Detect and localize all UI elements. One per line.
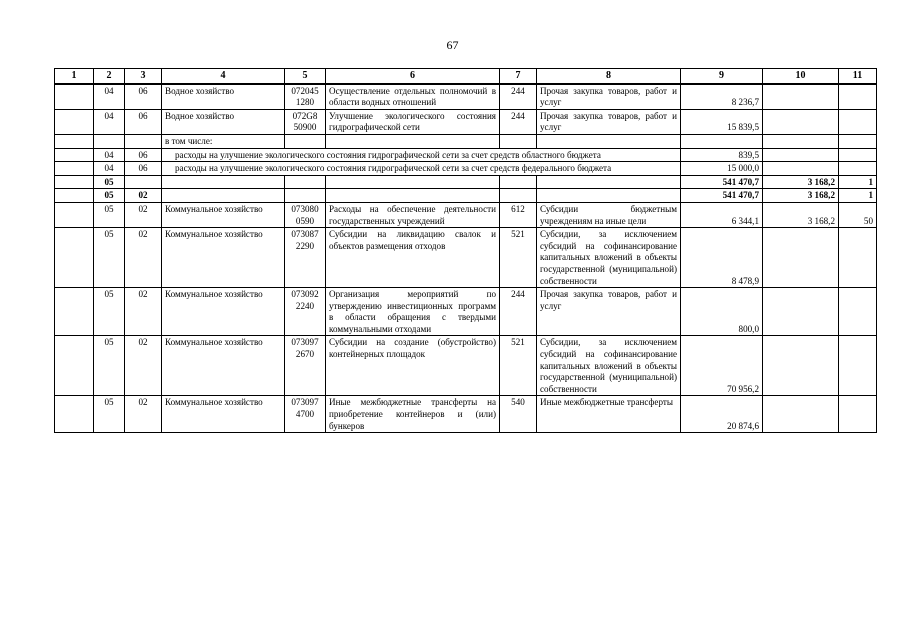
header-cell: 3 <box>125 69 162 84</box>
amount-col-10 <box>763 228 839 288</box>
amount-col-11 <box>839 84 877 110</box>
col-7-cell <box>500 189 537 203</box>
target-article-code: 073092 2240 <box>285 288 326 336</box>
total-row <box>55 175 877 189</box>
header-cell: 9 <box>681 69 763 84</box>
col-11-cell <box>839 162 877 176</box>
col-6-cell <box>326 175 500 189</box>
col-6-cell <box>326 189 500 203</box>
amount-col-9: 15 839,5 <box>681 109 763 134</box>
col-7-cell <box>500 134 537 148</box>
section-code: 04 <box>94 162 125 176</box>
subsection-name: Коммунальное хозяйство <box>162 202 285 227</box>
subsection-code: 02 <box>125 396 162 433</box>
total-row <box>55 189 877 203</box>
amount-col-11 <box>839 228 877 288</box>
section-code: 04 <box>94 109 125 134</box>
col-5-cell <box>285 175 326 189</box>
col-6-cell <box>326 134 500 148</box>
subsection-code: 02 <box>125 228 162 288</box>
amount-col-9: 8 236,7 <box>681 84 763 110</box>
total-amount-col-10: 3 168,2 <box>763 189 839 203</box>
amount-col-11 <box>839 336 877 396</box>
expense-type-code: 244 <box>500 109 537 134</box>
amount-col-9: 70 956,2 <box>681 336 763 396</box>
subsection-code: 06 <box>125 162 162 176</box>
amount-col-10 <box>763 109 839 134</box>
section-code: 04 <box>94 84 125 110</box>
header-cell: 8 <box>537 69 681 84</box>
target-article-code: 073097 2670 <box>285 336 326 396</box>
col-4-cell <box>162 175 285 189</box>
header-cell: 6 <box>326 69 500 84</box>
target-article-code: 072G8 50900 <box>285 109 326 134</box>
subsection-code: 02 <box>125 202 162 227</box>
target-article-code: 073087 2290 <box>285 228 326 288</box>
col-1-cell <box>55 336 94 396</box>
header-cell: 2 <box>94 69 125 84</box>
total-amount-col-9: 541 470,7 <box>681 189 763 203</box>
target-article-code: 073080 0590 <box>285 202 326 227</box>
header-cell: 5 <box>285 69 326 84</box>
amount-col-10 <box>763 288 839 336</box>
amount-col-9: 8 478,9 <box>681 228 763 288</box>
expense-detail-text: расходы на улучшение экологического состояния гидрографической сети за счет средств областного бюджета <box>162 148 681 162</box>
amount-col-10: 3 168,2 <box>763 202 839 227</box>
subsection-code: 06 <box>125 84 162 110</box>
expense-type-code: 521 <box>500 336 537 396</box>
col-4-cell <box>162 189 285 203</box>
section-code: 05 <box>94 175 125 189</box>
col-2-cell <box>94 134 125 148</box>
expense-type-name: Субсидии, за исключением субсидий на софинансирование капитальных вложений в объекты государственной (муниципальной) собственности <box>537 228 681 288</box>
header-cell: 4 <box>162 69 285 84</box>
table-row <box>55 288 877 336</box>
subsection-code: 06 <box>125 109 162 134</box>
expense-description: Субсидии на создание (обустройство) контейнерных площадок <box>326 336 500 396</box>
expense-type-name: Иные межбюджетные трансферты <box>537 396 681 433</box>
subsection-code <box>125 175 162 189</box>
table-row <box>55 134 877 148</box>
col-3-cell <box>125 134 162 148</box>
amount-col-10 <box>763 84 839 110</box>
header-row <box>55 69 877 84</box>
col-8-cell <box>537 175 681 189</box>
amount-col-9: 800,0 <box>681 288 763 336</box>
expense-type-code: 521 <box>500 228 537 288</box>
subsection-code: 06 <box>125 148 162 162</box>
section-code: 04 <box>94 148 125 162</box>
col-1-cell <box>55 134 94 148</box>
amount-col-9: 839,5 <box>681 148 763 162</box>
expense-description: Расходы на обеспечение деятельности государственных учреждений <box>326 202 500 227</box>
table-row <box>55 162 877 176</box>
header-cell: 1 <box>55 69 94 84</box>
col-1-cell <box>55 162 94 176</box>
col-5-cell <box>285 134 326 148</box>
expense-type-name: Прочая закупка товаров, работ и услуг <box>537 84 681 110</box>
table-row <box>55 84 877 110</box>
section-code: 05 <box>94 189 125 203</box>
target-article-code: 072045 1280 <box>285 84 326 110</box>
amount-col-11: 50 <box>839 202 877 227</box>
total-amount-col-10: 3 168,2 <box>763 175 839 189</box>
expense-type-code: 540 <box>500 396 537 433</box>
col-1-cell <box>55 109 94 134</box>
col-1-cell <box>55 175 94 189</box>
col-1-cell <box>55 228 94 288</box>
subsection-name: Коммунальное хозяйство <box>162 228 285 288</box>
budget-table <box>54 68 877 433</box>
section-code: 05 <box>94 202 125 227</box>
amount-col-11 <box>839 396 877 433</box>
expense-type-name: Прочая закупка товаров, работ и услуг <box>537 109 681 134</box>
amount-col-9: 20 874,6 <box>681 396 763 433</box>
header-cell: 7 <box>500 69 537 84</box>
expense-detail-text: расходы на улучшение экологического состояния гидрографической сети за счет средств федерального бюджета <box>162 162 681 176</box>
expense-description: Осуществление отдельных полномочий в области водных отношений <box>326 84 500 110</box>
amount-col-9: 15 000,0 <box>681 162 763 176</box>
total-amount-col-11: 1 <box>839 189 877 203</box>
col-1-cell <box>55 84 94 110</box>
subsection-name: Коммунальное хозяйство <box>162 396 285 433</box>
col-10-cell <box>763 162 839 176</box>
amount-col-11 <box>839 109 877 134</box>
amount-col-11 <box>839 288 877 336</box>
col-10-cell <box>763 134 839 148</box>
col-10-cell <box>763 148 839 162</box>
col-5-cell <box>285 189 326 203</box>
col-8-cell <box>537 189 681 203</box>
col-11-cell <box>839 134 877 148</box>
expense-description: Иные межбюджетные трансферты на приобретение контейнеров и (или) бункеров <box>326 396 500 433</box>
amount-col-10 <box>763 336 839 396</box>
col-11-cell <box>839 148 877 162</box>
subsection-name: Коммунальное хозяйство <box>162 336 285 396</box>
expense-description: Субсидии на ликвидацию свалок и объектов размещения отходов <box>326 228 500 288</box>
header-cell: 11 <box>839 69 877 84</box>
target-article-code: 073097 4700 <box>285 396 326 433</box>
table-row <box>55 148 877 162</box>
expense-description: Организация мероприятий по утверждению инвестиционных программ в области обращения с твердыми коммунальными отходами <box>326 288 500 336</box>
col-7-cell <box>500 175 537 189</box>
section-code: 05 <box>94 288 125 336</box>
subsection-code: 02 <box>125 189 162 203</box>
table-row <box>55 202 877 227</box>
expense-type-code: 612 <box>500 202 537 227</box>
expense-type-name: Субсидии, за исключением субсидий на софинансирование капитальных вложений в объекты государственной (муниципальной) собственности <box>537 336 681 396</box>
subsection-name: Коммунальное хозяйство <box>162 288 285 336</box>
table-row <box>55 109 877 134</box>
total-amount-col-11: 1 <box>839 175 877 189</box>
expense-description: Улучшение экологического состояния гидрографической сети <box>326 109 500 134</box>
col-8-cell <box>537 134 681 148</box>
total-amount-col-9: 541 470,7 <box>681 175 763 189</box>
header-cell: 10 <box>763 69 839 84</box>
col-9-cell <box>681 134 763 148</box>
expense-type-name: Субсидии бюджетным учреждениям на иные цели <box>537 202 681 227</box>
col-1-cell <box>55 189 94 203</box>
subsection-name: Водное хозяйство <box>162 84 285 110</box>
subsection-code: 02 <box>125 288 162 336</box>
table-row <box>55 396 877 433</box>
col-1-cell <box>55 288 94 336</box>
col-1-cell <box>55 148 94 162</box>
section-code: 05 <box>94 396 125 433</box>
amount-col-10 <box>763 396 839 433</box>
expense-type-code: 244 <box>500 84 537 110</box>
expense-type-code: 244 <box>500 288 537 336</box>
page-number: 67 <box>446 38 459 52</box>
subsection-code: 02 <box>125 336 162 396</box>
including-label: в том числе: <box>162 134 285 148</box>
table-row <box>55 336 877 396</box>
table-row <box>55 228 877 288</box>
col-1-cell <box>55 202 94 227</box>
section-code: 05 <box>94 228 125 288</box>
expense-type-name: Прочая закупка товаров, работ и услуг <box>537 288 681 336</box>
subsection-name: Водное хозяйство <box>162 109 285 134</box>
amount-col-9: 6 344,1 <box>681 202 763 227</box>
section-code: 05 <box>94 336 125 396</box>
col-1-cell <box>55 396 94 433</box>
